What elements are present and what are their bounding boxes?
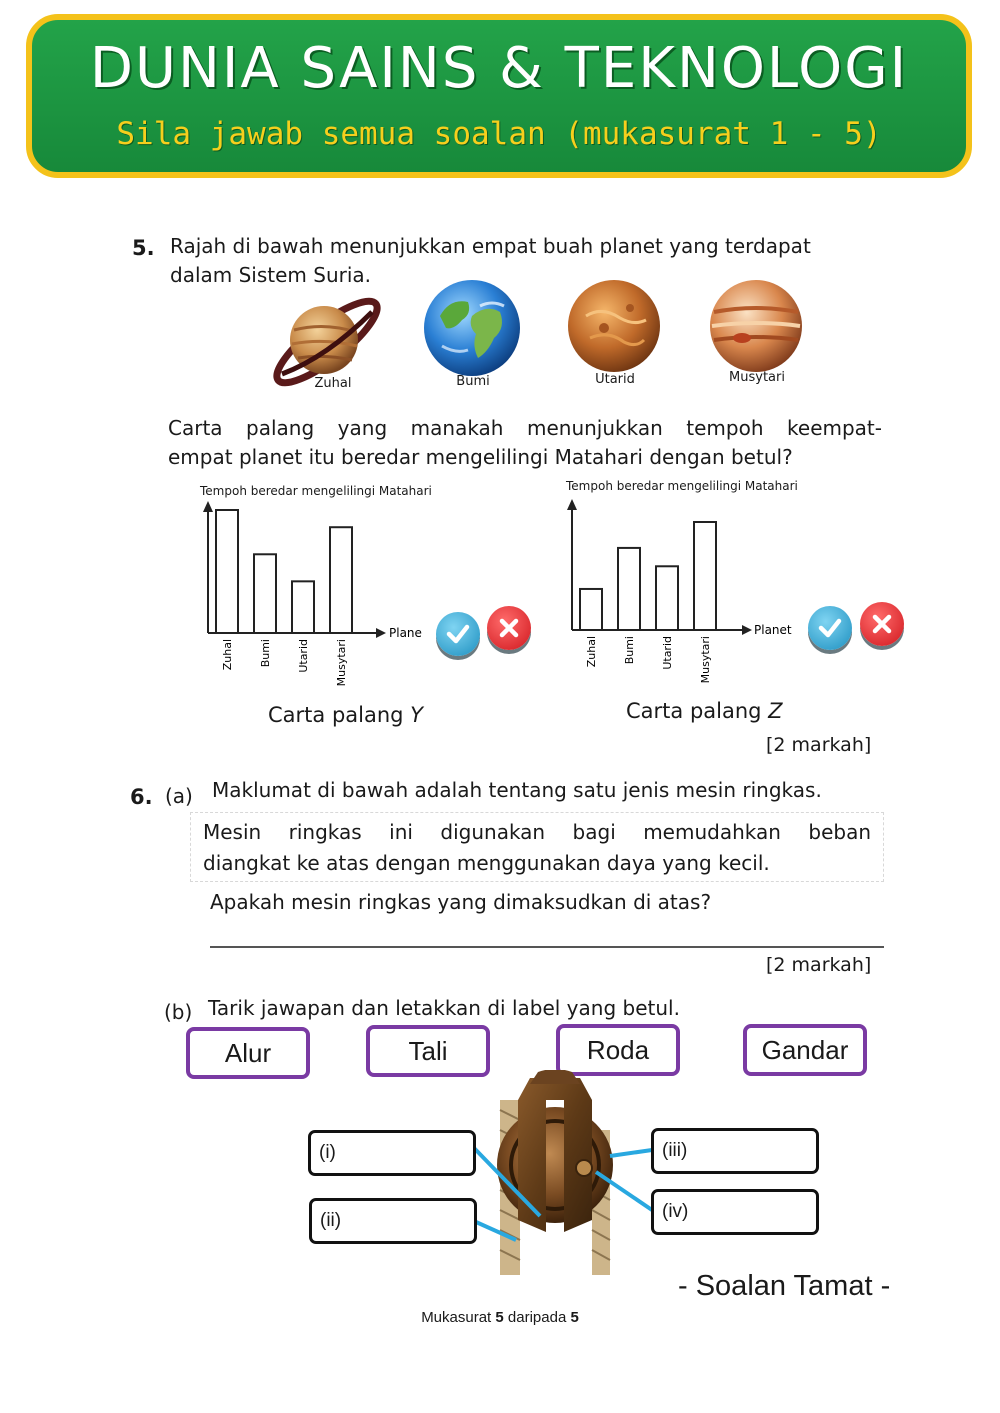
chart-z-bar-zuhal — [580, 589, 602, 630]
leader-lines — [470, 1140, 660, 1250]
chart-y-tick-bumi: Bumi — [259, 639, 272, 668]
planet-label-utarid: Utarid — [595, 372, 635, 387]
chart-z-tick-bumi: Bumi — [623, 636, 636, 665]
chart-z-bar-bumi — [618, 548, 640, 630]
chart-y-bar-utarid — [292, 581, 314, 633]
chart-y-wrong-button[interactable] — [487, 606, 531, 650]
info-line2: diangkat ke atas dengan menggunakan daya yang kecil. — [203, 851, 770, 875]
chart-z-x-arrow — [742, 625, 752, 635]
question-5-prompt-line1: Carta palang yang manakah menunjukkan tempoh keempat- — [168, 416, 882, 440]
question-6a-marks: [2 markah] — [766, 954, 872, 976]
check-icon — [445, 621, 471, 647]
question-6-number: 6. — [130, 785, 153, 809]
question-6a-label: (a) — [165, 784, 193, 808]
question-6a-question: Apakah mesin ringkas yang dimaksudkan di atas? — [210, 890, 712, 914]
drop-box-ii[interactable]: (ii) — [309, 1198, 477, 1244]
chart-z-bar-utarid — [656, 566, 678, 630]
chart-y-y-arrow — [203, 501, 213, 512]
chart-z-caption: Carta palang Z — [626, 699, 783, 723]
chart-y-bar-musytari — [330, 527, 352, 633]
header-banner — [26, 14, 972, 178]
chart-z-title: Tempoh beredar mengelilingi Matahari — [566, 479, 798, 493]
chart-y — [196, 496, 436, 696]
chart-z-y-arrow — [567, 499, 577, 510]
chart-z-x-label: Planet — [754, 623, 792, 637]
question-6a-text: Maklumat di bawah adalah tentang satu jenis mesin ringkas. — [212, 778, 822, 802]
chart-z-bar-musytari — [694, 522, 716, 630]
chart-y-tick-musytari: Musytari — [335, 639, 348, 687]
drag-tile-alur[interactable]: Alur — [186, 1027, 310, 1079]
chart-y-x-label: Plane — [389, 626, 422, 640]
question-6b-text: Tarik jawapan dan letakkan di label yang betul. — [208, 996, 680, 1020]
page-title: DUNIA SAINS & TEKNOLOGI — [89, 36, 909, 101]
question-5-marks: [2 markah] — [766, 734, 872, 756]
drop-box-iv[interactable]: (iv) — [651, 1189, 819, 1235]
question-5-number: 5. — [132, 236, 155, 260]
chart-z — [562, 494, 802, 694]
drag-tile-tali[interactable]: Tali — [366, 1025, 490, 1077]
check-icon — [817, 615, 843, 641]
chart-z-tick-zuhal: Zuhal — [585, 636, 598, 668]
chart-z-correct-button[interactable] — [808, 606, 852, 650]
info-line1: Mesin ringkas ini digunakan bagi memudahkan beban — [203, 820, 871, 844]
chart-z-wrong-button[interactable] — [860, 602, 904, 646]
chart-y-correct-button[interactable] — [436, 612, 480, 656]
drop-box-i[interactable]: (i) — [308, 1130, 476, 1176]
chart-y-tick-utarid: Utarid — [297, 639, 310, 673]
earth-icon — [420, 276, 524, 380]
cross-icon — [497, 616, 521, 640]
chart-y-tick-zuhal: Zuhal — [221, 639, 234, 671]
planet-label-musytari: Musytari — [729, 370, 785, 385]
chart-y-x-arrow — [376, 628, 386, 638]
chart-y-caption: Carta palang Y — [268, 703, 423, 727]
drag-tile-gandar[interactable]: Gandar — [743, 1024, 867, 1076]
instruction-subtitle: Sila jawab semua soalan (mukasurat 1 - 5) — [116, 116, 882, 152]
info-box — [190, 812, 884, 882]
chart-z-tick-utarid: Utarid — [661, 636, 674, 670]
mercury-icon — [564, 276, 664, 376]
chart-z-tick-musytari: Musytari — [699, 636, 712, 684]
page-number: Mukasurat 5 daripada 5 — [421, 1309, 579, 1326]
planet-label-zuhal: Zuhal — [314, 376, 352, 391]
jupiter-icon — [706, 276, 806, 376]
cross-icon — [870, 612, 894, 636]
drop-box-iii[interactable]: (iii) — [651, 1128, 819, 1174]
answer-line[interactable] — [210, 946, 884, 948]
question-5-text-line1: Rajah di bawah menunjukkan empat buah planet yang terdapat — [170, 234, 811, 258]
question-6b-label: (b) — [164, 1000, 193, 1024]
question-5-text-line2: dalam Sistem Suria. — [170, 263, 372, 287]
chart-y-bar-zuhal — [216, 510, 238, 633]
chart-y-title: Tempoh beredar mengelilingi Matahari — [200, 484, 432, 498]
planet-label-bumi: Bumi — [456, 374, 490, 389]
end-of-questions: - Soalan Tamat - — [678, 1270, 891, 1302]
chart-y-bar-bumi — [254, 554, 276, 633]
question-5-prompt-line2: empat planet itu beredar mengelilingi Matahari dengan betul? — [168, 445, 793, 469]
drag-tile-roda[interactable]: Roda — [556, 1024, 680, 1076]
